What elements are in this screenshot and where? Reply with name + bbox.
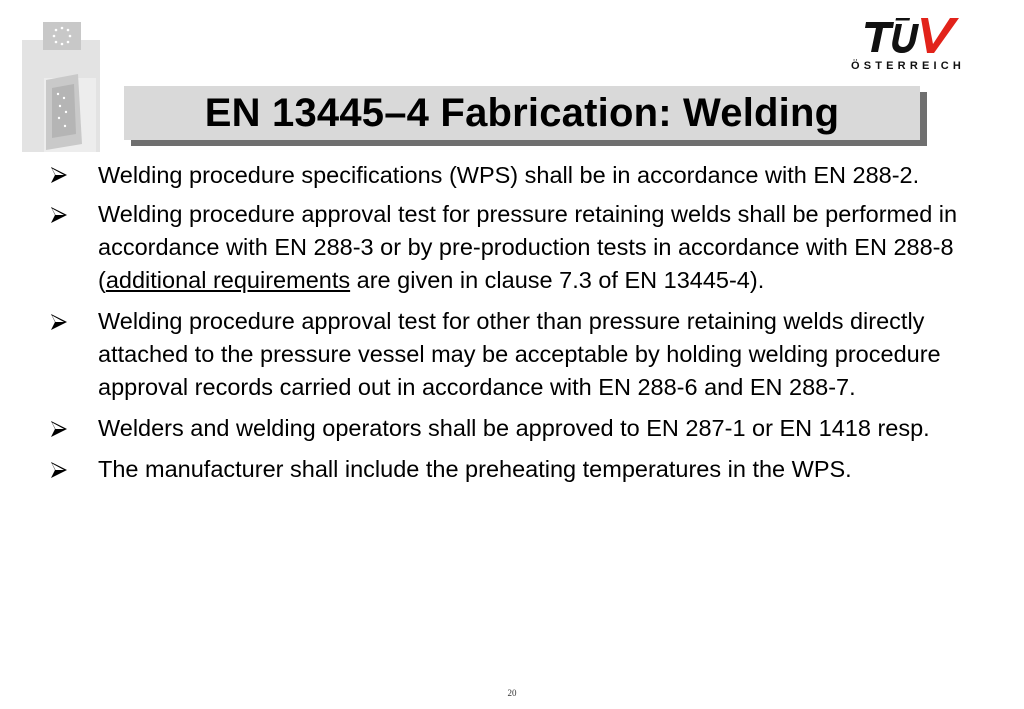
list-item	[46, 156, 976, 194]
bullet-text: The manufacturer shall include the preheating temperatures in the WPS.	[98, 456, 852, 482]
list-item	[46, 305, 976, 404]
bullet-text: Welding procedure approval test for other than pressure retaining welds directly attached to the pressure vessel may be acceptable by holding welding procedure approval records carried out in accordance with EN 288-6 and EN 288-7.	[98, 308, 941, 400]
arrow-bullet-icon	[50, 206, 68, 224]
page-title: EN 13445–4 Fabrication: Welding	[204, 90, 840, 135]
arrow-bullet-icon	[50, 461, 68, 479]
tuv-logo	[848, 14, 968, 76]
tuv-logo-icon	[864, 14, 964, 54]
page-number: 20	[507, 688, 517, 698]
list-item	[46, 412, 976, 445]
logo-subtitle: ÖSTERREICH	[850, 60, 966, 72]
list-item	[46, 198, 976, 297]
arrow-bullet-icon	[50, 166, 68, 184]
title-bar	[124, 86, 920, 140]
arrow-bullet-icon	[50, 313, 68, 331]
bullet-text-before: Welding procedure approval test for pressure retaining welds shall be performed in accordance with EN 288-3 or by pre-production tests in accordance with EN 288-8 (	[98, 201, 958, 293]
eu-emblem-icon	[22, 22, 108, 152]
bullet-list	[46, 156, 976, 494]
list-item	[46, 453, 976, 486]
bullet-text: Welders and welding operators shall be approved to EN 287-1 or EN 1418 resp.	[98, 415, 930, 441]
bullet-text-after: are given in clause 7.3 of EN 13445-4).	[350, 267, 765, 293]
arrow-bullet-icon	[50, 420, 68, 438]
bullet-text-underlined: additional requirements	[105, 267, 351, 293]
bullet-text: Welding procedure specifications (WPS) shall be in accordance with EN 288-2.	[98, 162, 920, 188]
